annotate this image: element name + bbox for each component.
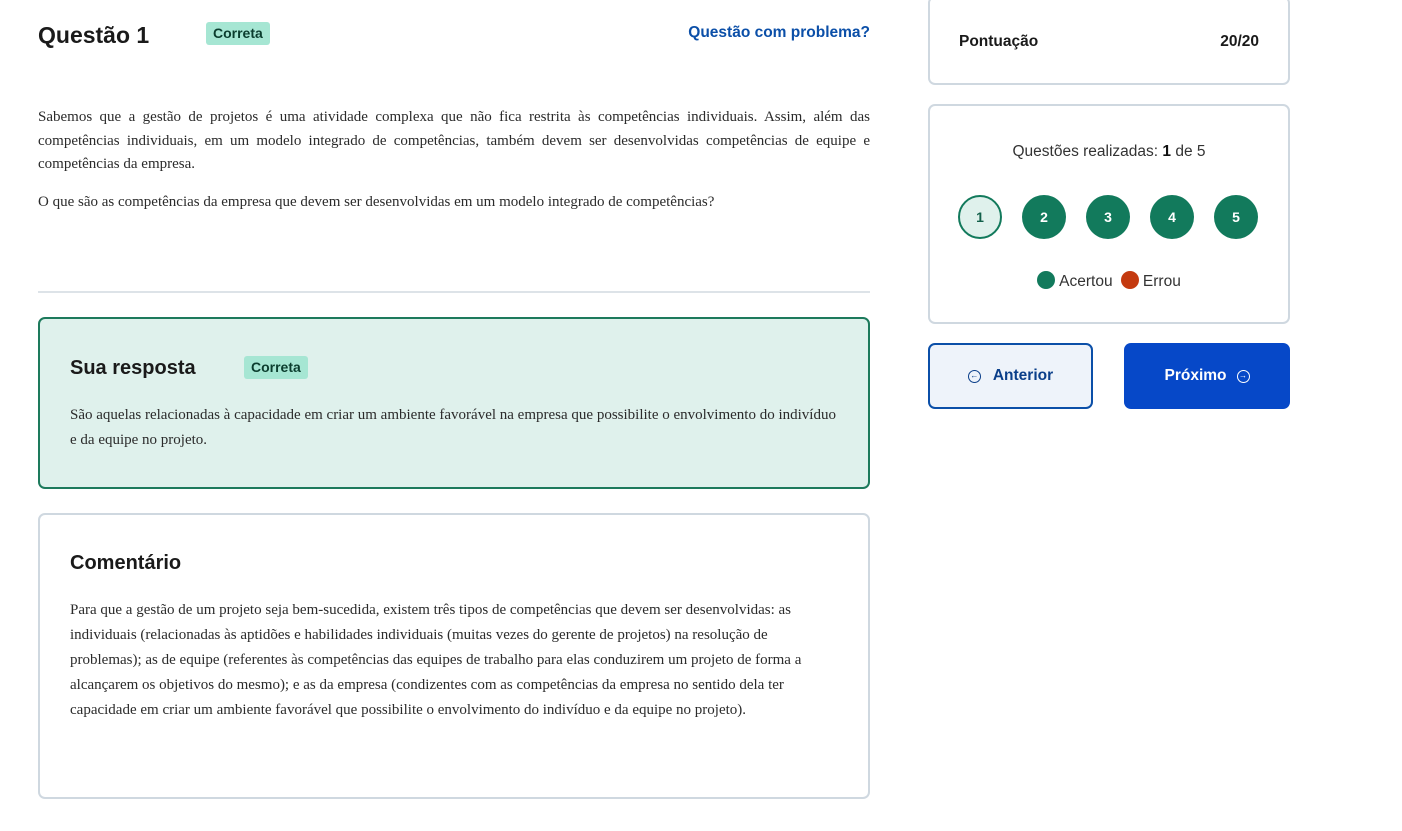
arrow-right-circle-icon: → (1237, 370, 1250, 383)
your-answer-card (38, 317, 870, 489)
status-badge: Correta (206, 22, 270, 45)
progress-label: Questões realizadas: (1012, 143, 1159, 160)
question-title: Questão 1 (38, 22, 150, 48)
question-circle-5[interactable]: 5 (1214, 195, 1258, 239)
previous-label: Anterior (992, 367, 1054, 384)
score-value: 20/20 (1220, 33, 1259, 50)
correct-dot-icon (1037, 271, 1055, 289)
question-navigator (958, 195, 1264, 241)
question-header (38, 20, 870, 50)
question-circle-1[interactable]: 1 (958, 195, 1002, 239)
score-card (928, 0, 1290, 85)
divider (38, 291, 870, 293)
comment-card (38, 513, 870, 799)
progress-total: 5 (1196, 143, 1206, 160)
previous-button[interactable] (928, 343, 1093, 409)
question-statement (38, 106, 870, 228)
progress-summary (930, 143, 1288, 161)
your-answer-text: São aquelas relacionadas à capacidade em criar um ambiente favorável na empresa que possibilite o envolvimento do indivíduo e da equipe no projeto. (70, 407, 836, 448)
progress-done: 1 (1162, 143, 1172, 160)
legend-wrong: Errou (1142, 273, 1181, 290)
question-circle-4[interactable]: 4 (1150, 195, 1194, 239)
comment-text: Para que a gestão de um projeto seja bem-sucedida, existem três tipos de competências que devem ser desenvolvidas: as individuais (relacionadas às aptidões e habilidades individuais (muitas vezes do gerente de projetos) na resolução de problemas); as de equipe (referentes às competências das equipes de trabalho para elas conduzirem um projeto de forma a alcançarem os objetivos do mesmo); e as da empresa (condizentes com as competências da empresa no sentido dela ter capacidade em criar um ambiente favorável que possibilite o envolvimento do indivíduo e da equipe no projeto). (70, 602, 802, 718)
question-circle-2[interactable]: 2 (1022, 195, 1066, 239)
comment-title: Comentário (70, 552, 182, 574)
question-paragraph: Sabemos que a gestão de projetos é uma atividade complexa que não fica restrita às competências individuais. Assim, além das competências individuais, em um modelo integrado de competências, também devem ser desenvolvidas competências de equipe e competências da empresa. (38, 109, 870, 172)
next-button[interactable] (1124, 343, 1290, 409)
answer-status-badge: Correta (244, 356, 308, 379)
wrong-dot-icon (1121, 271, 1139, 289)
arrow-left-circle-icon: ← (968, 370, 981, 383)
legend-correct: Acertou (1059, 273, 1113, 290)
progress-of: de (1175, 143, 1193, 160)
next-label: Próximo (1164, 367, 1227, 384)
legend (930, 271, 1288, 291)
progress-card (928, 104, 1290, 324)
question-paragraph: O que são as competências da empresa que devem ser desenvolvidas em um modelo integrado de competências? (38, 193, 715, 210)
question-circle-3[interactable]: 3 (1086, 195, 1130, 239)
report-problem-link[interactable]: Questão com problema? (688, 24, 870, 41)
your-answer-title: Sua resposta (70, 357, 196, 379)
score-label: Pontuação (959, 33, 1039, 50)
